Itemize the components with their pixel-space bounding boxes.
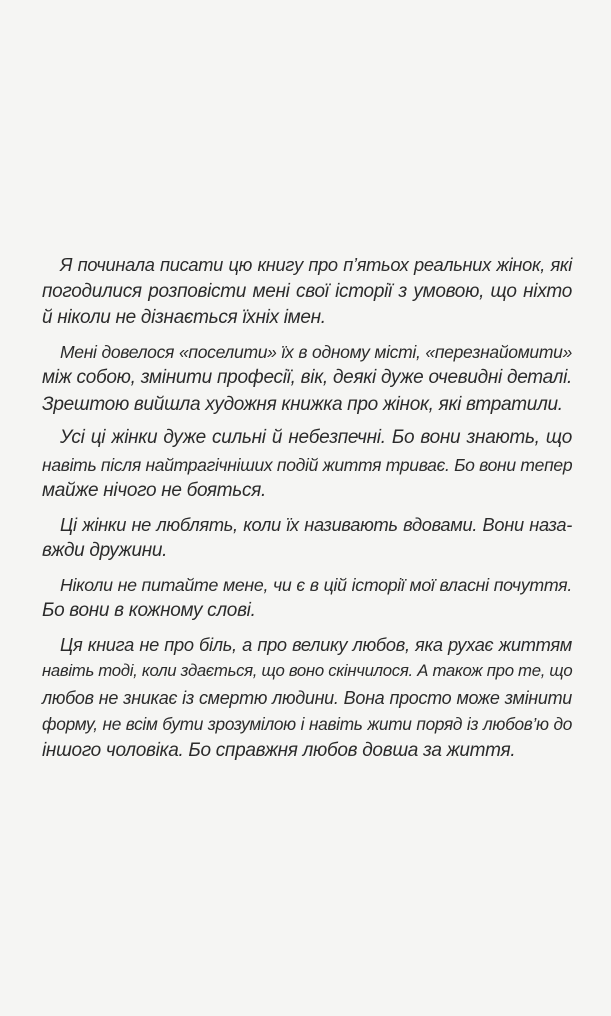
- paragraph: [42, 425, 572, 505]
- book-page-text: [42, 252, 572, 771]
- paragraph: [42, 512, 572, 565]
- text-line: Я починала писати цю книгу про п’ятьох реальних жінок, які: [60, 254, 572, 275]
- text-line: Мені довелося «поселити» їх в одному місті, «перезнайомити»: [60, 341, 572, 362]
- text-line: Ці жінки не люблять, коли їх називають вдовами. Вони наза-: [60, 513, 572, 535]
- text-line: вжди дружини.: [42, 540, 168, 561]
- text-line: навіть тоді, коли здається, що воно скінчилося. А також про те, що: [42, 661, 573, 680]
- paragraph: [42, 339, 572, 419]
- text-line: форму, не всім бути зрозумілою і навіть жити поряд із любов’ю до: [42, 714, 572, 734]
- text-line: Ніколи не питайте мене, чи є в цій історії мої власні почуття.: [60, 574, 572, 595]
- text-line: навіть після найтрагічніших подій життя триває. Бо вони тепер: [42, 454, 573, 475]
- paragraph: [42, 252, 572, 332]
- text-line: іншого чоловіка. Бо справжня любов довша за життя.: [42, 739, 516, 761]
- text-line: любов не зникає із смертю людини. Вона просто може змінити: [42, 687, 572, 708]
- text-line: Усі ці жінки дуже сильні й небезпечні. Бо вони знають, що: [60, 427, 572, 448]
- text-line: Зрештою вийшла художня книжка про жінок, які втратили.: [42, 393, 563, 415]
- paragraph: [42, 572, 572, 625]
- text-line: між собою, змінити професії, вік, деякі дуже очевидні деталі.: [42, 367, 572, 388]
- paragraph: [42, 632, 572, 765]
- text-line: й ніколи не дізнається їхніх імен.: [42, 307, 326, 328]
- text-line: Ця книга не про біль, а про велику любов, яка рухає життям: [60, 633, 572, 655]
- text-line: Бо вони в кожному слові.: [42, 600, 256, 621]
- text-line: погодилися розповісти мені свої історії з умовою, що ніхто: [42, 280, 572, 302]
- text-line: майже нічого не бояться.: [42, 480, 266, 501]
